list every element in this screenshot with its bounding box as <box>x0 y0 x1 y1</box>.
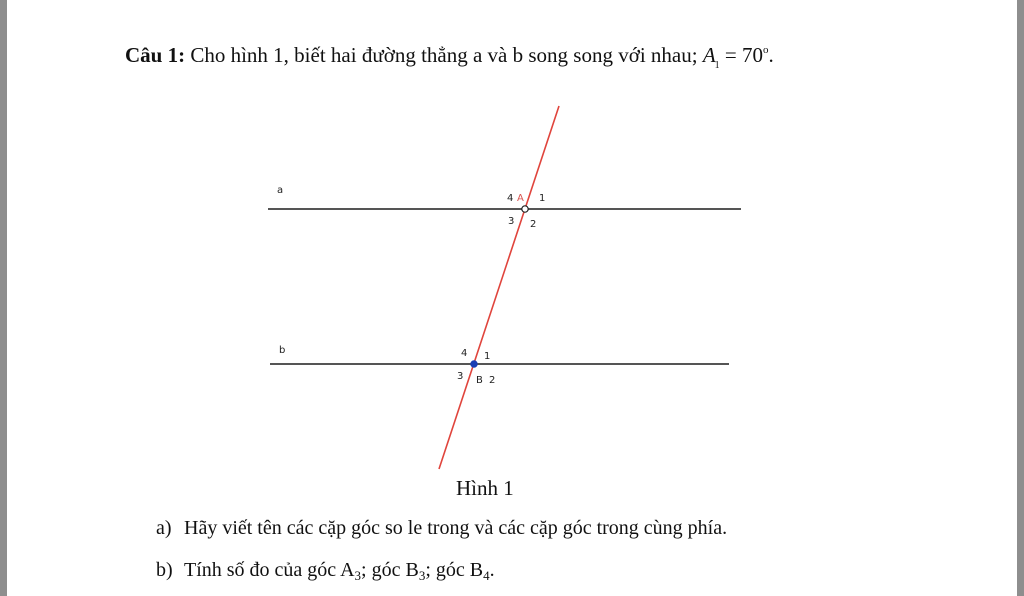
angle-b1-label: 1 <box>484 351 491 362</box>
figure-caption: Hình 1 <box>456 476 514 500</box>
point-b-marker <box>471 361 477 367</box>
angle-a4-label: 4 <box>507 193 514 204</box>
sub-question-b-sub-1: 3 <box>354 568 362 583</box>
sub-question-a-marker: a) <box>156 517 172 539</box>
sub-question-b-text-3: ; góc B <box>425 559 484 581</box>
angle-subscript: 1 <box>714 60 720 71</box>
degree-symbol: o <box>762 44 769 56</box>
sub-question-b-text-4: . <box>489 559 495 581</box>
point-b-label: B <box>476 375 483 386</box>
sub-question-b-sub-3: 4 <box>483 568 490 583</box>
question-label: Câu 1: <box>125 43 186 67</box>
angle-a1-label: 1 <box>539 193 546 204</box>
line-a-label: a <box>277 185 284 196</box>
angle-b3-label: 3 <box>457 371 464 382</box>
point-a-label: A <box>517 193 524 204</box>
angle-b2-label: 2 <box>489 375 496 386</box>
question-body: Cho hình 1, biết hai đường thẳng a và b song song với nhau; <box>190 43 698 67</box>
angle-equals: = 70 <box>719 43 763 67</box>
point-a-marker <box>522 206 528 212</box>
sub-question-b-marker: b) <box>156 559 173 581</box>
sub-question-b <box>156 559 495 582</box>
sub-question-b-sub-2: 3 <box>418 568 426 583</box>
angle-variable: A <box>702 43 716 67</box>
angle-a2-label: 2 <box>530 219 537 230</box>
sub-question-a <box>156 517 727 540</box>
sub-question-a-text: Hãy viết tên các cặp góc so le trong và các cặp góc trong cùng phía. <box>184 517 728 539</box>
angle-b4-label: 4 <box>461 348 468 359</box>
line-b-label: b <box>279 345 286 356</box>
angle-a3-label: 3 <box>508 216 515 227</box>
question-end: . <box>768 43 774 67</box>
sub-question-b-text-1: Tính số đo của góc A <box>184 559 355 581</box>
sub-question-b-text-2: ; góc B <box>361 559 419 581</box>
transversal-line <box>439 106 559 469</box>
